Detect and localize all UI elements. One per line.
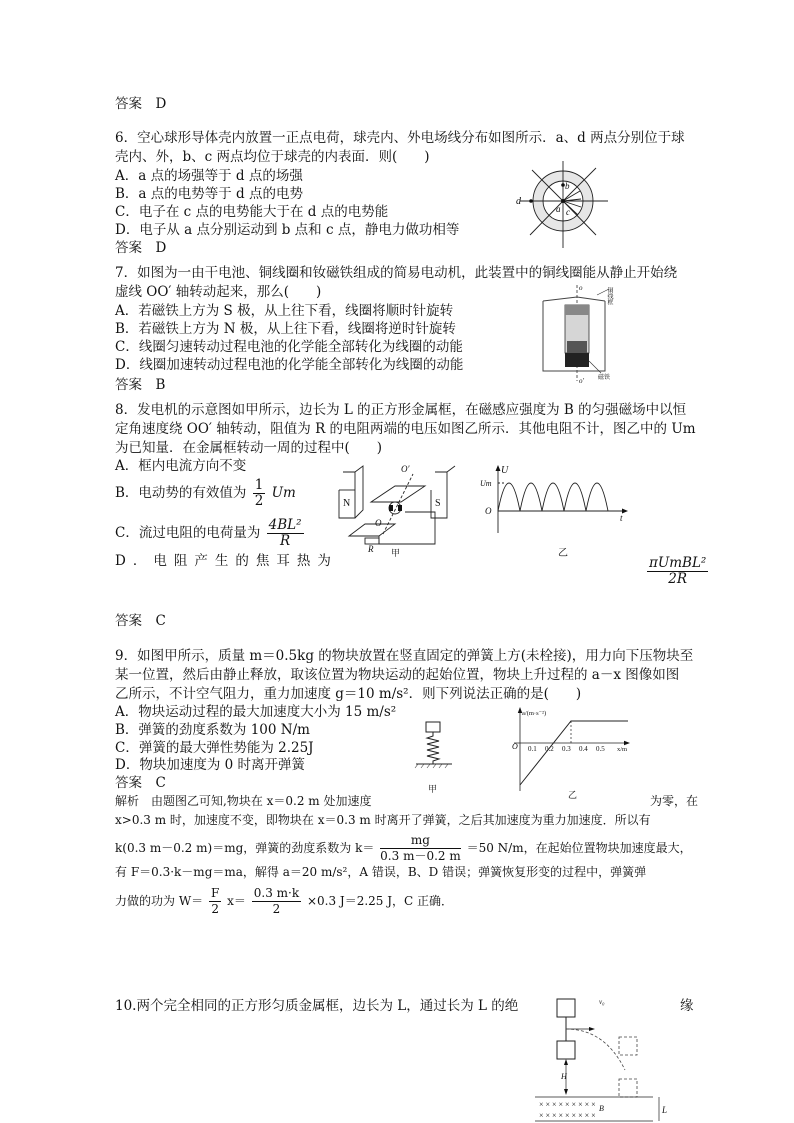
q8-option-d-fraction xyxy=(647,556,708,587)
q9-option-d: D．物块加速度为 0 时离开弹簧 xyxy=(115,757,305,773)
q8-option-c-text: C．流过电阻的电荷量为 xyxy=(115,525,261,541)
q8-option-b-num: 1 xyxy=(254,477,264,493)
q9-option-b: B．弹簧的劲度系数为 100 N/m xyxy=(115,722,310,738)
q9-jiexi-line5-tail: ×0.3 J＝2.25 J，C 正确． xyxy=(306,894,454,908)
q9-jiexi-line2: x>0.3 m 时，加速度不变，即物块在 x＝0.3 m 时离开了弹簧，之后其加速度为重力加速度．所以有 xyxy=(115,813,651,827)
q9-ax-graph-yi xyxy=(500,705,640,800)
q6-fig-label-d: d xyxy=(516,196,521,207)
q9-jiexi-line5-mid: x＝ xyxy=(227,894,246,908)
q9-jiexi-w-fraction1 xyxy=(209,886,221,917)
q8-stem-line1: 8．发电机的示意图如甲所示，边长为 L 的正方形金属框，在磁感应强度为 B 的匀强磁场中以恒 xyxy=(115,402,687,418)
q9-jiexi-k-den: 0.3 m－0.2 m xyxy=(380,849,461,863)
q9-jiexi-line5 xyxy=(115,886,453,917)
q8-fig-label-s: S xyxy=(435,498,441,509)
q8-option-c-fraction xyxy=(267,518,304,549)
q7-option-a: A．若磁铁上方为 S 极，从上往下看，线圈将顺时针旋转 xyxy=(115,303,454,319)
q9-jiexi-line3 xyxy=(115,833,692,864)
q8-option-d-den: 2R xyxy=(668,571,688,587)
q9-graph-tick: 0.4 xyxy=(579,745,588,753)
q9-graph-origin: O xyxy=(512,742,518,751)
q8-option-b xyxy=(115,478,296,509)
q10-stem-end: 缘 xyxy=(680,998,694,1014)
q8-voltage-graph-yi xyxy=(480,463,630,558)
q10-fig-label-h: H xyxy=(561,1072,567,1081)
q9-graph-tick: 0.3 xyxy=(562,745,571,753)
q9-jiexi-line4: 有 F＝0.3·k－mg＝ma，解得 a＝20 m/s²，A 错误，B、D 错误；弹簧恢复形变的过程中，弹簧弹 xyxy=(115,865,647,879)
q10-frames-figure xyxy=(535,995,675,1123)
answer-q8: 答案 C xyxy=(115,613,166,629)
q9-jiexi-k-fraction xyxy=(380,833,461,864)
q8-generator-figure-jia xyxy=(335,462,475,557)
q9-graph-tick: 0.1 xyxy=(528,745,537,753)
q6-option-b: B．a 点的电势等于 d 点的电势 xyxy=(115,186,303,202)
q7-fig-label-magnet: 磁铁 xyxy=(598,375,611,381)
q8-graph-label-u: U xyxy=(501,465,509,476)
q8-option-b-text: B．电动势的有效值为 xyxy=(115,485,247,501)
q6-option-c: C．电子在 c 点的电势能大于在 d 点的电势能 xyxy=(115,204,389,220)
q8-stem-line2: 定角速度绕 OO′ 轴转动，阻值为 R 的电阻两端的电压如图乙所示．其他电阻不计，图乙中的 Um xyxy=(115,421,696,437)
q8-option-c xyxy=(115,518,306,549)
q9-fig-yi-caption: 乙 xyxy=(568,790,578,800)
q8-fig-yi-caption: 乙 xyxy=(558,548,568,559)
q8-option-b-var: Um xyxy=(271,485,296,501)
q9-jiexi-w-num1: F xyxy=(210,886,220,900)
q6-fig-label-b: b xyxy=(565,181,570,191)
q10-fig-label-b: B xyxy=(599,1104,604,1113)
q8-fig-label-o-prime: O′ xyxy=(401,464,410,474)
q7-option-d: D．线圈加速转动过程电池的化学能全部转化为线圈的动能 xyxy=(115,357,464,373)
q9-stem-line2: 某一位置，然后由静止释放，取该位置为物块运动的起始位置，物块上升过程的 a－x 图像如图 xyxy=(115,667,680,683)
q7-fig-label-o: o xyxy=(579,284,583,292)
q9-option-a: A．物块运动过程的最大加速度大小为 15 m/s² xyxy=(115,704,397,720)
q9-graph-tick: 0.5 xyxy=(596,745,605,753)
q8-fig-jia-caption: 甲 xyxy=(391,548,401,558)
q6-fig-label-c: c xyxy=(566,207,570,217)
q10-stem: 10.两个完全相同的正方形匀质金属框，边长为 L，通过长为 L 的绝 xyxy=(115,998,519,1014)
q9-spring-figure-jia xyxy=(410,718,460,798)
q9-jiexi-line5-text: 力做的功为 W＝ xyxy=(115,894,204,908)
q9-jiexi-w-den2: 2 xyxy=(272,902,281,916)
q8-graph-label-um: Um xyxy=(480,479,492,488)
q9-jiexi-line1: 解析 由题图乙可知,物块在 x＝0.2 m 处加速度 xyxy=(115,794,372,808)
q7-fig-label-coil: 铜线框 xyxy=(606,287,612,305)
q8-graph-label-o: O xyxy=(485,506,492,516)
q9-stem-line3: 乙所示，不计空气阻力，重力加速度 g＝10 m/s²．则下列说法正确的是( ) xyxy=(115,686,582,702)
q9-fig-jia-caption: 甲 xyxy=(428,784,438,794)
answer-q6: 答案 D xyxy=(115,240,167,256)
q6-option-a: A．a 点的场强等于 d 点的场强 xyxy=(115,168,303,184)
q9-jiexi-line3-text: k(0.3 m－0.2 m)＝mg，弹簧的劲度系数为 k＝ xyxy=(115,841,375,855)
q8-option-a: A．框内电流方向不变 xyxy=(115,458,247,474)
q8-option-c-den: R xyxy=(280,533,291,549)
q6-stem-line1: 6．空心球形导体壳内放置一正点电荷，球壳内、外电场线分布如图所示．a、d 两点分别位于球 xyxy=(115,130,685,146)
q9-graph-ylabel: a/(m·s⁻²) xyxy=(522,710,547,717)
q6-field-lines-figure xyxy=(508,155,618,255)
q9-jiexi-w-den1: 2 xyxy=(211,902,219,916)
q9-jiexi-w-fraction2 xyxy=(252,886,301,917)
q8-option-c-num: 4BL² xyxy=(268,517,302,533)
q8-fig-label-o: O xyxy=(375,518,382,528)
q9-option-c: C．弹簧的最大弹性势能为 2.25J xyxy=(115,740,314,756)
q7-option-b: B．若磁铁上方为 N 极，从上往下看，线圈将逆时针旋转 xyxy=(115,321,456,337)
answer-q5: 答案 D xyxy=(115,96,167,112)
answer-q7: 答案 B xyxy=(115,377,166,393)
q8-option-b-den: 2 xyxy=(254,493,264,509)
q7-stem-line1: 7．如图为一由干电池、铜线圈和钕磁铁组成的简易电动机，此装置中的铜线圈能从静止开始绕 xyxy=(115,265,678,281)
q8-fig-label-r: R xyxy=(368,544,374,554)
q8-stem-line3: 为已知量．在金属框转动一周的过程中( ) xyxy=(115,440,383,456)
q6-option-d: D．电子从 a 点分别运动到 b 点和 c 点，静电力做功相等 xyxy=(115,222,460,238)
q6-stem-line2: 壳内、外，b、c 两点均位于球壳的内表面．则( ) xyxy=(115,149,430,165)
q8-option-d-num: πUmBL² xyxy=(649,555,707,571)
q9-jiexi-w-num2: 0.3 m·k xyxy=(253,886,300,900)
q10-fig-label-v0: v₀ xyxy=(599,998,605,1006)
q10-fig-label-l: L xyxy=(662,1105,668,1115)
q9-graph-tick: 0.2 xyxy=(545,745,554,753)
q9-jiexi-line1-end: 为零，在 xyxy=(650,794,699,808)
svg-text:× × × × × × × × ×: × × × × × × × × × xyxy=(539,1111,596,1120)
answer-q9: 答案 C xyxy=(115,775,166,791)
svg-text:× × × × × × × × ×: × × × × × × × × × xyxy=(539,1100,596,1109)
q8-graph-label-t: t xyxy=(620,513,623,523)
q8-option-d: D．电阻产生的焦耳热为 xyxy=(115,553,338,569)
q9-jiexi-k-num: mg xyxy=(380,833,461,849)
q7-option-c: C．线圈匀速转动过程电池的化学能全部转化为线圈的动能 xyxy=(115,339,463,355)
q9-graph-xlabel: x/m xyxy=(617,746,628,753)
q7-fig-label-o-prime: o′ xyxy=(579,377,585,385)
q8-fig-label-n: N xyxy=(343,498,351,509)
q7-motor-figure xyxy=(535,283,620,383)
q9-jiexi-line3-tail: ＝50 N/m，在起始位置物块加速度最大， xyxy=(466,841,692,855)
q7-stem-line2: 虚线 OO′ 轴转动起来，那么( ) xyxy=(115,284,322,300)
q9-stem-line1: 9．如图甲所示，质量 m＝0.5kg 的物块放置在竖直固定的弹簧上方(未栓接)，用力向下压物块至 xyxy=(115,648,694,664)
q6-fig-label-a: a xyxy=(556,204,561,214)
q8-option-b-fraction xyxy=(253,478,266,509)
